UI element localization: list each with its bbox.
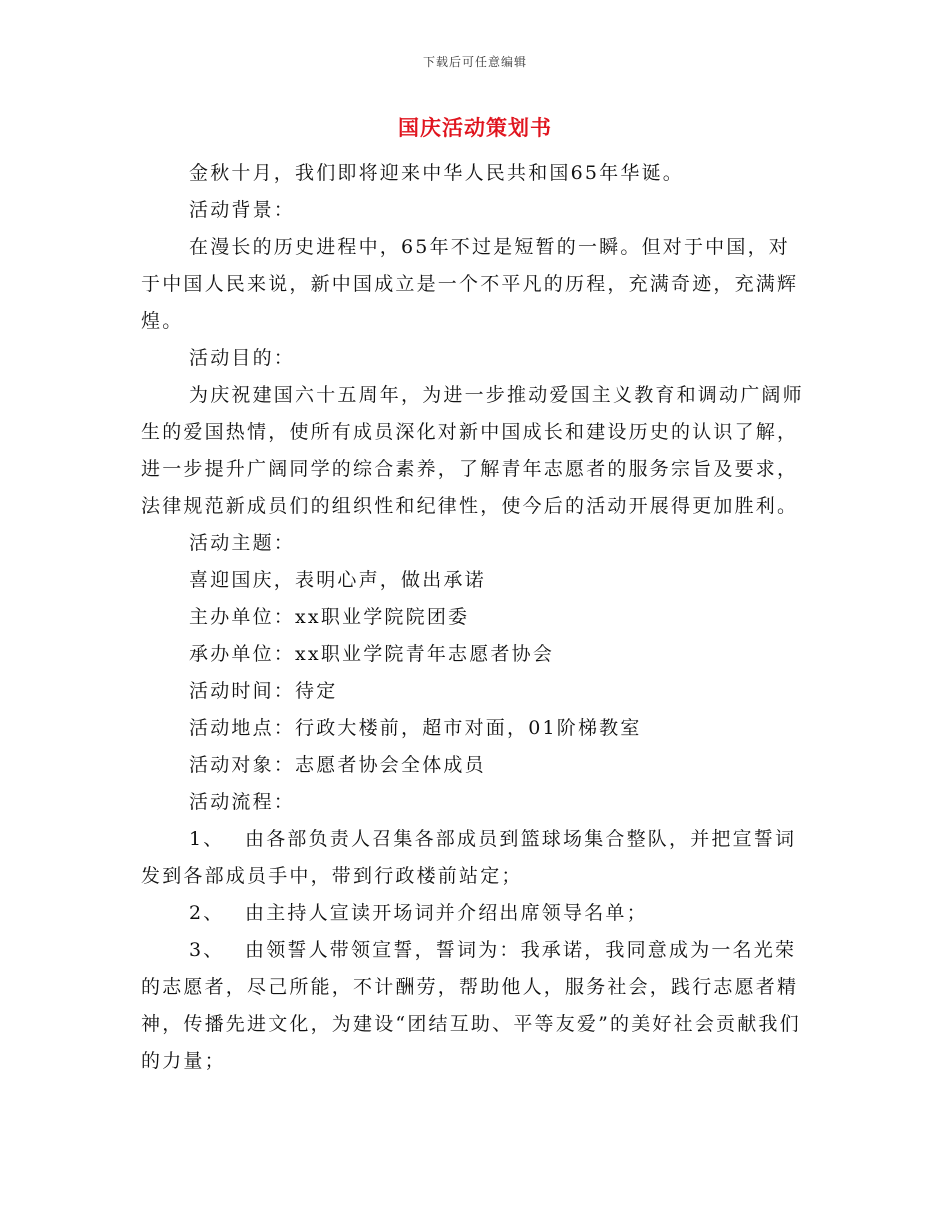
intro-paragraph: 金秋十月，我们即将迎来中华人民共和国65年华诞。 (189, 162, 684, 184)
organizer-line: 承办单位：xx职业学院青年志愿者协会 (189, 643, 555, 665)
theme-heading: 活动主题： (189, 532, 296, 554)
location-line: 活动地点：行政大楼前，超市对面，01阶梯教室 (189, 717, 642, 739)
purpose-paragraph: 为庆祝建国六十五周年，为进一步推动爱国主义教育和调动广阔师生的爱国热情，使所有成员深化对新中国成长和建设历史的认识了解，进一步提升广阔同学的综合素养，了解青年志愿者的服务宗旨及要求，法律规范新成员们的组织性和纪律性，使今后的活动开展得更加胜利。 (141, 384, 804, 517)
step-text: 由领誓人带领宣誓，誓词为：我承诺，我同意成为一名光荣的志愿者，尽己所能，不计酬劳，帮助他人，服务社会，践行志愿者精神，传播先进文化，为建设“团结互助、平等友爱”的美好社会贡献我们的力量； (141, 939, 801, 1072)
host-line: 主办单位：xx职业学院院团委 (189, 606, 470, 628)
time-line: 活动时间：待定 (189, 680, 338, 702)
step-number: 3、 (189, 939, 225, 961)
process-heading: 活动流程： (189, 791, 296, 813)
background-paragraph: 在漫长的历史进程中，65年不过是短暂的一瞬。但对于中国，对于中国人民来说，新中国成立是一个不平凡的历程，充满奇迹，充满辉煌。 (141, 236, 799, 332)
participants-line: 活动对象：志愿者协会全体成员 (189, 754, 486, 776)
process-step (141, 895, 811, 932)
document-body (141, 155, 811, 1080)
step-number: 2、 (189, 902, 225, 924)
process-step (141, 821, 811, 895)
process-step (141, 932, 811, 1080)
theme-text: 喜迎国庆，表明心声，做出承诺 (189, 569, 486, 591)
step-text: 由主持人宣读开场词并介绍出席领导名单； (245, 902, 648, 924)
step-number: 1、 (189, 828, 225, 850)
purpose-heading: 活动目的： (189, 347, 296, 369)
header-note: 下载后可任意编辑 (422, 55, 527, 69)
document-title: 国庆活动策划书 (398, 115, 552, 140)
step-text: 由各部负责人召集各部成员到篮球场集合整队，并把宣誓词发到各部成员手中，带到行政楼前站定； (141, 828, 797, 887)
background-heading: 活动背景： (189, 199, 296, 221)
